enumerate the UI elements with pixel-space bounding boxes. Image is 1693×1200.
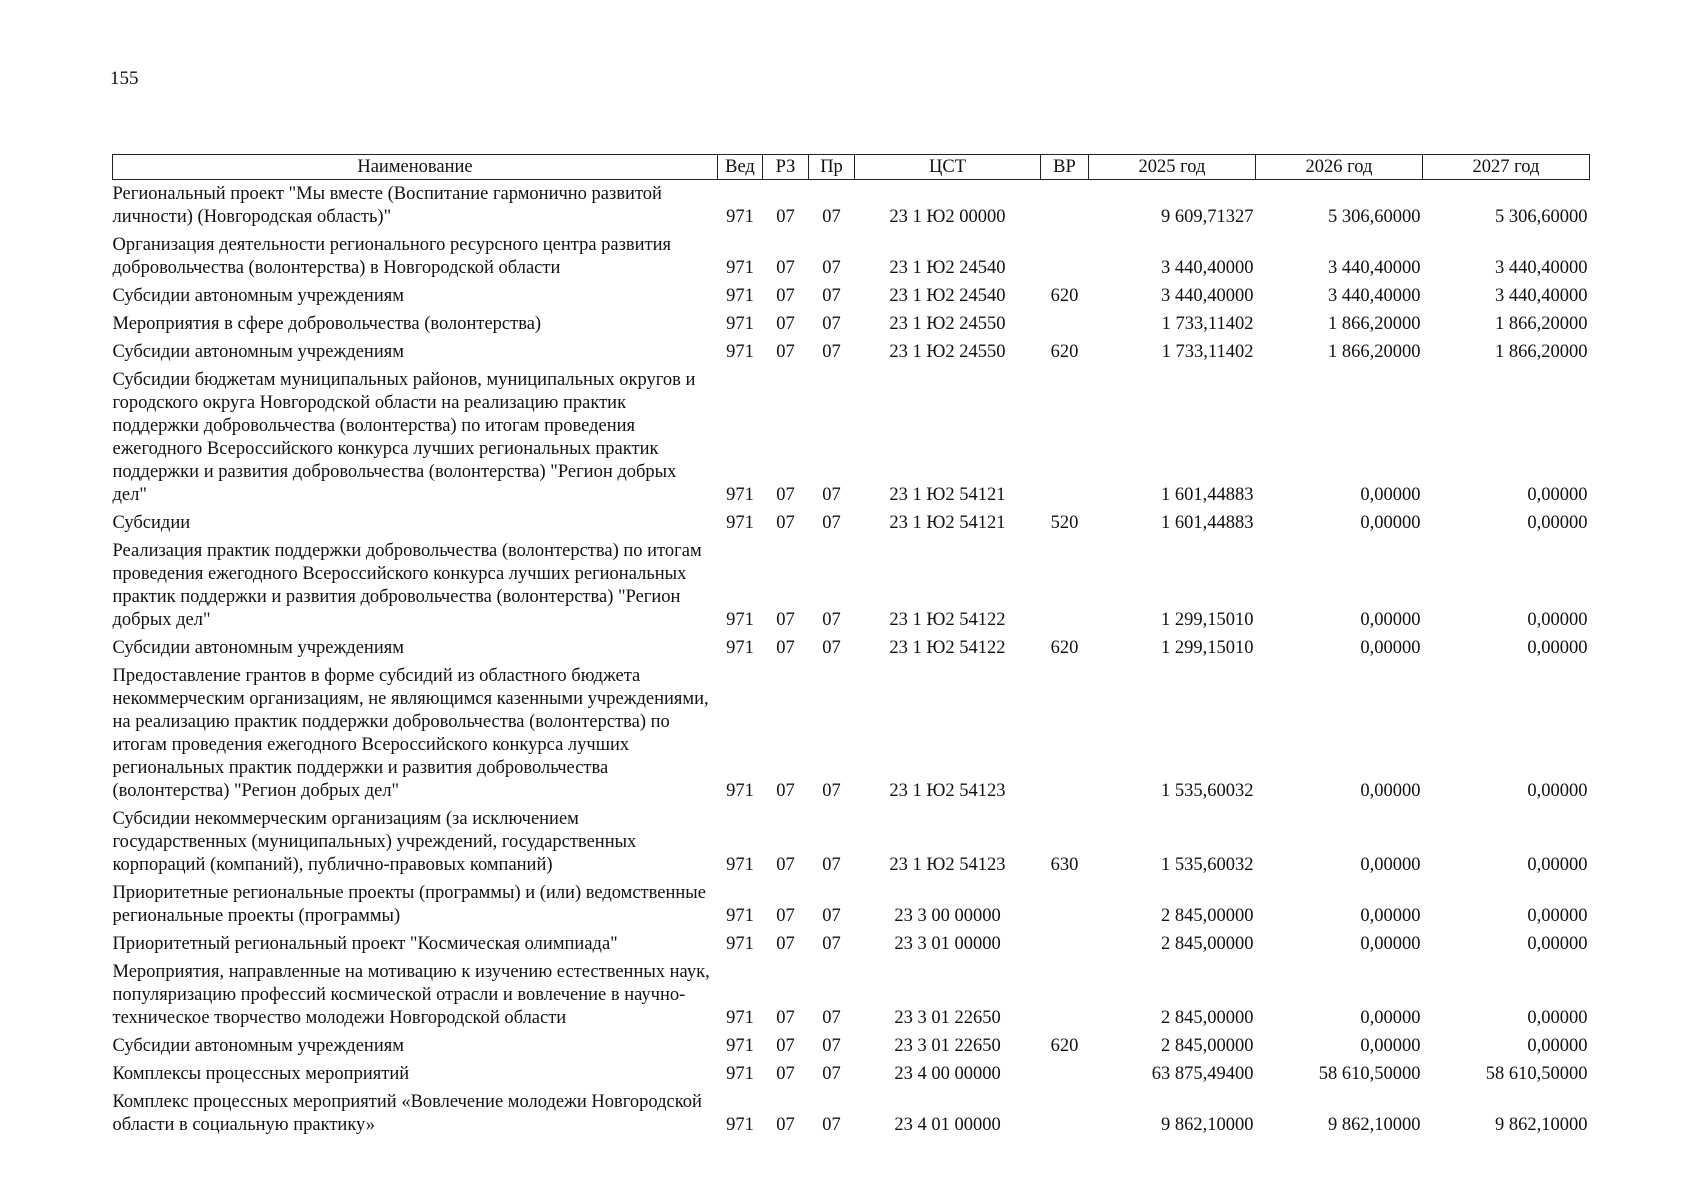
row-amount-2027: 0,00000: [1527, 855, 1588, 875]
header-cst: ЦСТ: [855, 155, 1041, 180]
table-row: [113, 958, 1590, 1032]
row-pr: 07: [822, 855, 841, 875]
row-cst: 23 1 Ю2 54123: [889, 855, 1006, 875]
row-rz: 07: [776, 934, 795, 954]
table-row: [113, 509, 1590, 537]
row-amount-2026: 0,00000: [1360, 855, 1421, 875]
row-vr: 620: [1050, 286, 1079, 306]
table-row: [113, 879, 1590, 930]
row-amount-2026: 9 862,10000: [1328, 1115, 1421, 1135]
row-rz: 07: [776, 781, 795, 801]
row-name: Субсидии автономным учреждениям: [112, 638, 404, 658]
row-amount-2027: 0,00000: [1527, 934, 1588, 954]
row-vr: 620: [1050, 342, 1079, 362]
table-row: [113, 366, 1590, 509]
header-ved: Вед: [718, 155, 763, 180]
row-pr: 07: [822, 314, 841, 334]
row-rz: 07: [776, 1036, 795, 1056]
row-vr: [1041, 231, 1089, 282]
row-vr: [1041, 310, 1089, 338]
row-cst: 23 1 Ю2 24550: [889, 342, 1006, 362]
row-name: Субсидии автономным учреждениям: [112, 286, 404, 306]
row-pr: 07: [822, 1008, 841, 1028]
row-name: Субсидии: [112, 513, 191, 533]
row-cst: 23 4 01 00000: [894, 1115, 1001, 1135]
row-rz: 07: [776, 1115, 795, 1135]
row-vr: [1041, 958, 1089, 1032]
row-name: Субсидии автономным учреждениям: [112, 1036, 404, 1056]
row-amount-2025: 1 601,44883: [1161, 513, 1254, 533]
row-amount-2027: 0,00000: [1527, 781, 1588, 801]
table-row: [113, 662, 1590, 805]
row-ved: 971: [726, 781, 754, 801]
row-amount-2026: 0,00000: [1360, 934, 1421, 954]
table-header-row: [113, 155, 1590, 180]
row-pr: 07: [822, 934, 841, 954]
row-ved: 971: [726, 314, 754, 334]
row-ved: 971: [726, 855, 754, 875]
row-ved: 971: [726, 610, 754, 630]
row-rz: 07: [776, 610, 795, 630]
row-amount-2025: 1 601,44883: [1161, 485, 1254, 505]
row-pr: 07: [822, 207, 841, 227]
table-row: [113, 537, 1590, 634]
row-amount-2027: 3 440,40000: [1495, 286, 1588, 306]
row-pr: 07: [822, 638, 841, 658]
table-row: [113, 310, 1590, 338]
header-pr: Пр: [809, 155, 855, 180]
header-name: Наименование: [113, 155, 718, 180]
row-name: Региональный проект "Мы вместе (Воспитание гармонично развитой личности) (Новгородская область)": [112, 184, 662, 227]
header-2027: 2027 год: [1423, 155, 1590, 180]
row-amount-2027: 1 866,20000: [1495, 314, 1588, 334]
row-amount-2025: 1 299,15010: [1161, 610, 1254, 630]
row-ved: 971: [726, 286, 754, 306]
header-2025: 2025 год: [1089, 155, 1256, 180]
row-ved: 971: [726, 258, 754, 278]
row-name: Субсидии бюджетам муниципальных районов, муниципальных округов и городского округа Новгородской области на реализацию практик поддержки добровольчества (волонтерства) по итогам проведения ежегодного Всероссийского конкурса лучших региональных практик поддержки и развития добровольчества (волонтерства) "Регион добрых дел": [112, 370, 696, 505]
table-row: [113, 805, 1590, 879]
row-amount-2025: 1 733,11402: [1161, 342, 1254, 362]
row-cst: 23 1 Ю2 54122: [889, 638, 1006, 658]
row-pr: 07: [822, 258, 841, 278]
row-amount-2025: 3 440,40000: [1161, 286, 1254, 306]
row-cst: 23 3 01 22650: [894, 1008, 1001, 1028]
table-row: [113, 1088, 1590, 1139]
row-pr: 07: [822, 513, 841, 533]
row-vr: [1041, 662, 1089, 805]
row-cst: 23 1 Ю2 54123: [889, 781, 1006, 801]
row-amount-2025: 1 535,60032: [1161, 855, 1254, 875]
row-amount-2026: 0,00000: [1360, 1036, 1421, 1056]
row-vr: [1041, 537, 1089, 634]
row-vr: 620: [1050, 638, 1079, 658]
row-amount-2026: 3 440,40000: [1328, 258, 1421, 278]
row-cst: 23 1 Ю2 24550: [889, 314, 1006, 334]
row-vr: 630: [1050, 855, 1079, 875]
row-amount-2027: 1 866,20000: [1495, 342, 1588, 362]
table-row: [113, 180, 1590, 232]
row-vr: [1041, 879, 1089, 930]
row-rz: 07: [776, 286, 795, 306]
row-amount-2027: 0,00000: [1527, 513, 1588, 533]
row-amount-2025: 2 845,00000: [1161, 934, 1254, 954]
row-rz: 07: [776, 906, 795, 926]
row-vr: [1041, 180, 1089, 232]
row-ved: 971: [726, 513, 754, 533]
row-cst: 23 1 Ю2 54121: [889, 485, 1006, 505]
row-name: Мероприятия в сфере добровольчества (волонтерства): [112, 314, 542, 334]
row-amount-2026: 0,00000: [1360, 1008, 1421, 1028]
table-row: [113, 338, 1590, 366]
row-amount-2026: 5 306,60000: [1328, 207, 1421, 227]
row-name: Приоритетный региональный проект "Космическая олимпиада": [112, 934, 618, 954]
row-ved: 971: [726, 906, 754, 926]
row-rz: 07: [776, 1064, 795, 1084]
row-rz: 07: [776, 258, 795, 278]
row-ved: 971: [726, 1064, 754, 1084]
row-ved: 971: [726, 1115, 754, 1135]
row-pr: 07: [822, 1064, 841, 1084]
row-amount-2026: 1 866,20000: [1328, 314, 1421, 334]
row-amount-2025: 1 535,60032: [1161, 781, 1254, 801]
row-pr: 07: [822, 286, 841, 306]
row-ved: 971: [726, 1036, 754, 1056]
row-amount-2027: 9 862,10000: [1495, 1115, 1588, 1135]
row-ved: 971: [726, 934, 754, 954]
row-pr: 07: [822, 485, 841, 505]
row-amount-2027: 3 440,40000: [1495, 258, 1588, 278]
header-2026: 2026 год: [1256, 155, 1423, 180]
row-name: Реализация практик поддержки добровольчества (волонтерства) по итогам проведения ежегодного Всероссийского конкурса лучших региональных практик поддержки и развития добровольчества (волонтерства) "Регион добрых дел": [112, 541, 702, 630]
table-row: [113, 634, 1590, 662]
row-vr: [1041, 930, 1089, 958]
row-amount-2025: 1 299,15010: [1161, 638, 1254, 658]
row-name: Мероприятия, направленные на мотивацию к изучению естественных наук, популяризацию профессий космической отрасли и вовлечение в научно-техническое творчество молодежи Новгородской области: [112, 962, 710, 1028]
row-amount-2026: 58 610,50000: [1318, 1064, 1421, 1084]
row-name: Приоритетные региональные проекты (программы) и (или) ведомственные региональные проекты (программы): [112, 883, 706, 926]
page-number: 155: [110, 68, 139, 89]
row-amount-2026: 0,00000: [1360, 610, 1421, 630]
row-vr: 620: [1050, 1036, 1079, 1056]
row-cst: 23 3 01 00000: [894, 934, 1001, 954]
row-amount-2025: 3 440,40000: [1161, 258, 1254, 278]
row-amount-2025: 2 845,00000: [1161, 1008, 1254, 1028]
row-amount-2025: 1 733,11402: [1161, 314, 1254, 334]
row-ved: 971: [726, 485, 754, 505]
table-row: [113, 930, 1590, 958]
row-amount-2026: 1 866,20000: [1328, 342, 1421, 362]
row-ved: 971: [726, 207, 754, 227]
row-vr: [1041, 366, 1089, 509]
row-ved: 971: [726, 342, 754, 362]
row-pr: 07: [822, 610, 841, 630]
row-amount-2027: 0,00000: [1527, 638, 1588, 658]
row-rz: 07: [776, 638, 795, 658]
row-vr: [1041, 1088, 1089, 1139]
row-name: Субсидии автономным учреждениям: [112, 342, 404, 362]
row-pr: 07: [822, 906, 841, 926]
row-name: Предоставление грантов в форме субсидий из областного бюджета некоммерческим организациям, не являющимся казенными учреждениями, на реализацию практик поддержки добровольчества (волонтерства) по итогам проведения ежегодного Всероссийского конкурса лучших региональных практик поддержки и развития добровольчества (волонтерства) "Регион добрых дел": [112, 666, 709, 801]
row-amount-2026: 3 440,40000: [1328, 286, 1421, 306]
row-name: Субсидии некоммерческим организациям (за исключением государственных (муниципальных) учреждений, государственных корпораций (компаний), публично-правовых компаний): [112, 809, 637, 875]
row-cst: 23 1 Ю2 00000: [889, 207, 1006, 227]
row-rz: 07: [776, 314, 795, 334]
row-amount-2027: 0,00000: [1527, 610, 1588, 630]
budget-table: [112, 154, 1590, 1139]
table-row: [113, 1032, 1590, 1060]
header-vr: ВР: [1041, 155, 1089, 180]
row-amount-2026: 0,00000: [1360, 513, 1421, 533]
row-amount-2027: 0,00000: [1527, 1036, 1588, 1056]
row-amount-2025: 2 845,00000: [1161, 906, 1254, 926]
row-amount-2027: 0,00000: [1527, 485, 1588, 505]
row-vr: 520: [1050, 513, 1079, 533]
row-name: Комплекс процессных мероприятий «Вовлечение молодежи Новгородской области в социальную практику»: [112, 1092, 702, 1135]
row-cst: 23 1 Ю2 54121: [889, 513, 1006, 533]
row-amount-2027: 0,00000: [1527, 1008, 1588, 1028]
row-rz: 07: [776, 1008, 795, 1028]
header-rz: РЗ: [763, 155, 809, 180]
row-rz: 07: [776, 207, 795, 227]
row-name: Комплексы процессных мероприятий: [112, 1064, 410, 1084]
row-pr: 07: [822, 1115, 841, 1135]
row-amount-2026: 0,00000: [1360, 781, 1421, 801]
table-body: [113, 180, 1590, 1140]
table-row: [113, 282, 1590, 310]
table-row: [113, 1060, 1590, 1088]
row-cst: 23 1 Ю2 24540: [889, 286, 1006, 306]
row-cst: 23 3 00 00000: [894, 906, 1001, 926]
row-amount-2027: 5 306,60000: [1495, 207, 1588, 227]
row-amount-2026: 0,00000: [1360, 906, 1421, 926]
row-pr: 07: [822, 781, 841, 801]
row-name: Организация деятельности регионального ресурсного центра развития добровольчества (волонтерства) в Новгородской области: [112, 235, 672, 278]
row-amount-2025: 63 875,49400: [1151, 1064, 1254, 1084]
row-ved: 971: [726, 1008, 754, 1028]
row-rz: 07: [776, 855, 795, 875]
row-cst: 23 4 00 00000: [894, 1064, 1001, 1084]
row-cst: 23 3 01 22650: [894, 1036, 1001, 1056]
row-amount-2027: 0,00000: [1527, 906, 1588, 926]
row-amount-2026: 0,00000: [1360, 485, 1421, 505]
table-row: [113, 231, 1590, 282]
row-cst: 23 1 Ю2 54122: [889, 610, 1006, 630]
row-vr: [1041, 1060, 1089, 1088]
row-amount-2025: 9 609,71327: [1161, 207, 1254, 227]
row-pr: 07: [822, 342, 841, 362]
row-amount-2026: 0,00000: [1360, 638, 1421, 658]
row-pr: 07: [822, 1036, 841, 1056]
row-cst: 23 1 Ю2 24540: [889, 258, 1006, 278]
row-rz: 07: [776, 342, 795, 362]
row-amount-2025: 2 845,00000: [1161, 1036, 1254, 1056]
row-rz: 07: [776, 485, 795, 505]
row-rz: 07: [776, 513, 795, 533]
row-ved: 971: [726, 638, 754, 658]
row-amount-2027: 58 610,50000: [1485, 1064, 1588, 1084]
row-amount-2025: 9 862,10000: [1161, 1115, 1254, 1135]
